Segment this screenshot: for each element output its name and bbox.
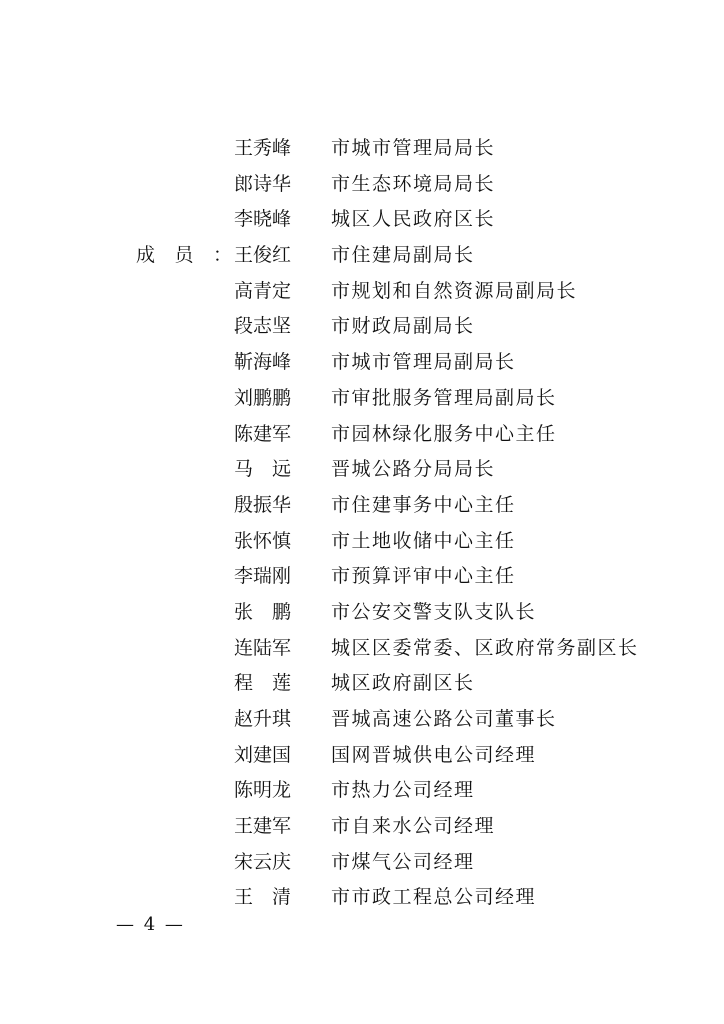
member-name: 程莲 [234, 672, 291, 695]
member-name: 高青定 [234, 279, 292, 302]
member-name: 张鹏 [234, 600, 291, 623]
member-title: 市城市管理局副局长 [331, 351, 516, 374]
role-label: 成员： [136, 244, 232, 267]
member-row [0, 631, 724, 667]
member-row [0, 666, 724, 702]
member-row [0, 131, 724, 167]
member-name: 殷振华 [234, 493, 292, 516]
member-title: 晋城公路分局局长 [331, 458, 496, 481]
member-name: 段志坚 [234, 315, 292, 338]
member-row [0, 238, 724, 274]
member-row [0, 524, 724, 560]
member-name: 赵升琪 [234, 708, 292, 730]
member-row [0, 880, 724, 916]
member-row [0, 417, 724, 453]
member-title: 城区政府副区长 [331, 672, 475, 695]
member-row [0, 809, 724, 845]
member-row [0, 309, 724, 345]
member-row [0, 452, 724, 488]
member-name: 陈建军 [234, 422, 292, 445]
member-title: 市土地收储中心主任 [331, 529, 516, 552]
member-title: 市预算评审中心主任 [331, 565, 516, 588]
member-row [0, 702, 724, 738]
member-title: 市住建事务中心主任 [331, 493, 516, 516]
member-name: 王秀峰 [234, 137, 292, 159]
member-title: 市审批服务管理局副局长 [331, 386, 557, 409]
member-name: 李晓峰 [234, 208, 292, 231]
member-title: 城区人民政府区长 [331, 208, 496, 231]
member-title: 城区区委常委、区政府常务副区长 [331, 636, 639, 659]
member-title: 市公安交警支队支队长 [331, 600, 537, 623]
member-row [0, 381, 724, 417]
member-name: 王俊红 [234, 244, 292, 267]
member-name: 刘建国 [234, 743, 292, 766]
member-title: 国网晋城供电公司经理 [331, 743, 537, 766]
member-name: 宋云庆 [234, 850, 292, 873]
member-row [0, 738, 724, 774]
member-list [0, 131, 724, 916]
member-row [0, 345, 724, 381]
member-title: 市园林绿化服务中心主任 [331, 422, 557, 445]
member-row [0, 559, 724, 595]
member-name: 靳海峰 [234, 351, 292, 374]
member-name: 王清 [234, 886, 291, 909]
member-row [0, 202, 724, 238]
member-title: 市热力公司经理 [331, 779, 475, 802]
member-title: 市生态环境局局长 [331, 172, 496, 195]
member-name: 马远 [234, 458, 291, 481]
member-name: 连陆军 [234, 636, 292, 659]
member-name: 张怀慎 [234, 529, 292, 552]
member-row [0, 845, 724, 881]
member-row [0, 167, 724, 203]
member-title: 市规划和自然资源局副局长 [331, 279, 578, 302]
member-title: 市财政局副局长 [331, 315, 475, 338]
member-title: 晋城高速公路公司董事长 [331, 708, 557, 730]
member-name: 李瑞刚 [234, 565, 292, 588]
member-title: 市住建局副局长 [331, 244, 475, 267]
member-row [0, 274, 724, 310]
member-title: 市煤气公司经理 [331, 850, 475, 873]
member-name: 刘鹏鹏 [234, 386, 292, 409]
member-name: 王建军 [234, 815, 292, 838]
member-title: 市自来水公司经理 [331, 815, 496, 838]
page-number: — 4 — [116, 914, 185, 935]
member-name: 郎诗华 [234, 172, 292, 195]
member-row [0, 488, 724, 524]
member-title: 市市政工程总公司经理 [331, 886, 537, 909]
member-row [0, 773, 724, 809]
member-name: 陈明龙 [234, 779, 292, 802]
member-row [0, 595, 724, 631]
member-title: 市城市管理局局长 [331, 137, 496, 159]
